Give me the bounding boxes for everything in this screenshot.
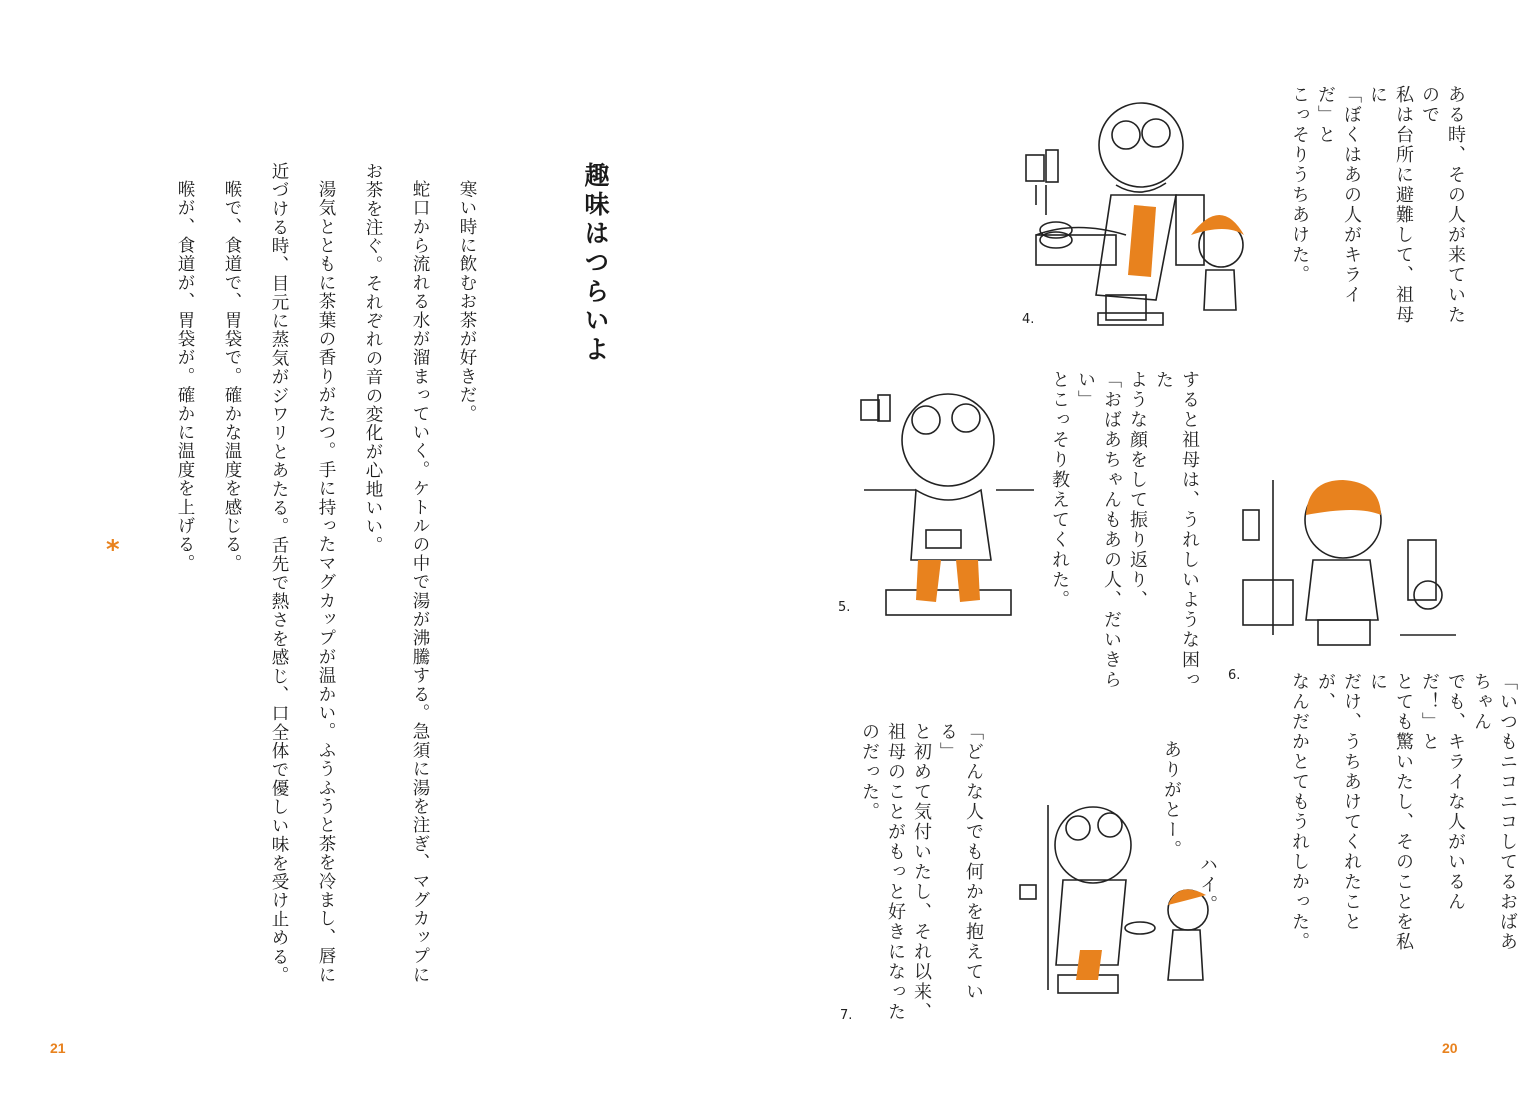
panel-number: 6.: [1228, 668, 1241, 683]
speech-bubble-thanks: ありがとー。: [1161, 740, 1182, 860]
grandmother-laughing-illustration: [856, 380, 1036, 630]
page-number-right: 20: [1442, 1040, 1458, 1056]
panel-number: 5.: [838, 600, 851, 615]
essay-paragraph: 蛇口から流れる水が溜まっていく。ケトルの中で湯が沸騰する。急須に湯を注ぎ、マグカップにお茶を注ぐ。それぞれの音の変化が心地いい。: [363, 162, 430, 984]
essay-body: [170, 162, 490, 992]
panel-caption: ある時、その人が来ていたので 私は台所に避難して、祖母に 「ぼくはあの人がキライだ」と こっそりうちあけた。: [1289, 85, 1466, 325]
panel-number: 7.: [840, 1008, 853, 1023]
page-number-left: 21: [50, 1040, 66, 1056]
panel-caption: 「いつもニコニコしてるおばあちゃん でも、キライな人がいるんだ！」と とても驚いたし、そのことを私に だけ、うちあけてくれたことが、 なんだかとてもうれしかった。: [1289, 672, 1518, 952]
essay-title: 趣味はつらいよ: [581, 162, 610, 365]
grandmother-giving-treat-illustration: [1018, 790, 1223, 1005]
panel-caption: すると祖母は、うれしいような困った ような顔をして振り返り、 「おばあちゃんもあの人、だいきらい」 とこっそり教えてくれた。: [1049, 370, 1200, 690]
essay-paragraph: 寒い時に飲むお茶が好きだ。: [457, 179, 477, 423]
essay-paragraph: 喉が、食道が、胃袋が。確かに温度を上げる。: [175, 179, 195, 573]
essay-paragraph: 湯気とともに茶葉の香りがたつ。手に持ったマグカップが温かい。ふうふうと茶を冷まし、唇に近づける時、目元に蒸気がジワリとあたる。舌先で熱さを感じ、口全体で優しい味を受け止める。: [269, 162, 336, 985]
boy-thinking-illustration: [1218, 460, 1458, 655]
left-page: [0, 0, 756, 1110]
speech-bubble-hai: ハイ。: [1197, 855, 1218, 915]
section-asterisk: *: [106, 535, 120, 565]
essay-paragraph: 喉で、食道で、胃袋で。確かな温度を感じる。: [222, 179, 242, 573]
panel-number: 4.: [1022, 312, 1035, 327]
grandmother-kitchen-illustration: [1016, 95, 1246, 330]
panel-caption: 「どんな人でも何かを抱えている」 と初めて気付いたし、それ以来、 祖母のことがもっと好きになった のだった。: [859, 722, 984, 1022]
right-page: [756, 0, 1518, 1110]
